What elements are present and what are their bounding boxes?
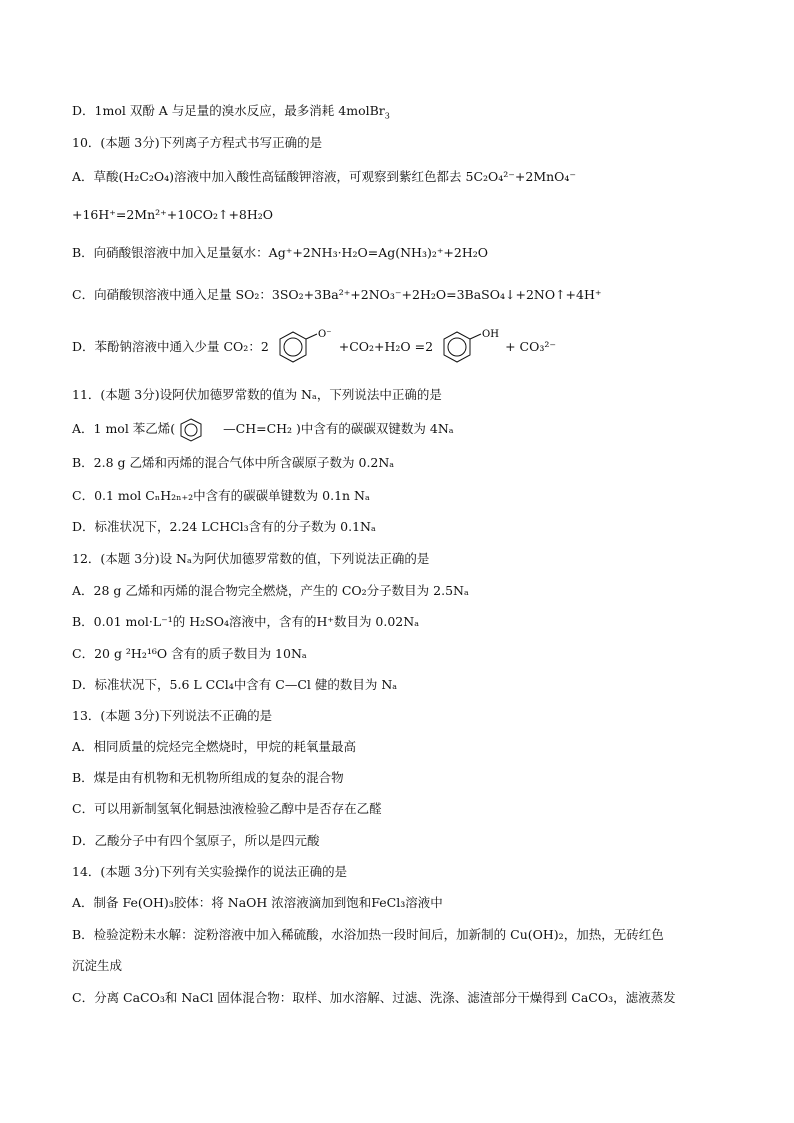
phenol-structure xyxy=(437,328,501,368)
q13-option-d: D．乙酸分子中有四个氢原子，所以是四元酸 xyxy=(72,833,320,848)
q14-option-b: B．检验淀粉未水解：淀粉溶液中加入稀硫酸，水浴加热一段时间后，加新制的 Cu(OH)₂，加热，无砖红色 xyxy=(72,927,664,942)
benzene-ring-structure xyxy=(179,417,219,443)
q10-option-c: C．向硝酸钡溶液中通入足量 SO₂：3SO₂+3Ba²⁺+2NO₃⁻+2H₂O=3BaSO₄↓+2NO↑+4H⁺ xyxy=(72,287,602,302)
q9-option-d: D．1mol 双酚 A 与足量的溴水反应，最多消耗 4molBr$_3$ xyxy=(72,103,390,121)
q11-option-c: C．0.1 mol CₙH₂ₙ₊₂中含有的碳碳单键数为 0.1n Nₐ xyxy=(72,488,370,503)
q11-option-d: D．标准状况下，2.24 LCHCl₃含有的分子数为 0.1Nₐ xyxy=(72,519,376,534)
q11-option-b: B．2.8 g 乙烯和丙烯的混合气体中所含碳原子数为 0.2Nₐ xyxy=(72,455,395,470)
q10-option-d: D．苯酚钠溶液中通入少量 CO₂：2 O⁻ +CO₂+H₂O =2 OH + CO₃²⁻ xyxy=(72,326,754,368)
q10-option-b: B．向硝酸银溶液中加入足量氨水：Ag⁺+2NH₃·H₂O=Ag(NH₃)₂⁺+2H₂O xyxy=(72,245,489,260)
q11-stem: 11．(本题 3分)设阿伏加德罗常数的值为 Nₐ，下列说法中正确的是 xyxy=(72,387,442,402)
q13-option-a: A．相同质量的烷烃完全燃烧时，甲烷的耗氧量最高 xyxy=(72,739,357,754)
phenoxide-structure xyxy=(273,328,335,368)
q14-option-b-cont: 沉淀生成 xyxy=(72,958,123,973)
q10-option-a: A．草酸(H₂C₂O₄)溶液中加入酸性高锰酸钾溶液，可观察到紫红色都去 5C₂O₄²⁻+2MnO₄⁻ xyxy=(72,169,577,184)
q11-option-a: A．1 mol 苯乙烯( —CH=CH₂ )中含有的碳碳双键数为 4Nₐ xyxy=(72,416,754,442)
q14-option-c: C．分离 CaCO₃和 NaCl 固体混合物：取样、加水溶解、过滤、洗涤、滤渣部分干燥得到 CaCO₃，滤液蒸发 xyxy=(72,990,676,1005)
phenol-label: OH xyxy=(482,328,499,340)
phenoxide-label: O⁻ xyxy=(317,328,332,340)
q12-option-a: A．28 g 乙烯和丙烯的混合物完全燃烧，产生的 CO₂分子数目为 2.5Nₐ xyxy=(72,583,469,598)
q14-stem: 14．(本题 3分)下列有关实验操作的说法正确的是 xyxy=(72,864,348,879)
q14-option-a: A．制备 Fe(OH)₃胶体：将 NaOH 浓溶液滴加到饱和FeCl₃溶液中 xyxy=(72,895,443,910)
q13-stem: 13．(本题 3分)下列说法不正确的是 xyxy=(72,708,273,723)
q12-stem: 12．(本题 3分)设 Nₐ为阿伏加德罗常数的值，下列说法正确的是 xyxy=(72,551,430,566)
q12-option-c: C．20 g ²H₂¹⁶O 含有的质子数目为 10Nₐ xyxy=(72,646,307,661)
q13-option-b: B．煤是由有机物和无机物所组成的复杂的混合物 xyxy=(72,770,344,785)
q12-option-d: D．标准状况下，5.6 L CCl₄中含有 C—Cl 健的数目为 Nₐ xyxy=(72,677,398,692)
q10-stem: 10．(本题 3分)下列离子方程式书写正确的是 xyxy=(72,135,323,150)
q12-option-b: B．0.01 mol·L⁻¹的 H₂SO₄溶液中，含有的H⁺数目为 0.02Nₐ xyxy=(72,614,420,629)
q10-option-a-cont: +16H⁺=2Mn²⁺+10CO₂↑+8H₂O xyxy=(72,207,274,222)
q13-option-c: C．可以用新制氢氧化铜悬浊液检验乙醇中是否存在乙醛 xyxy=(72,801,382,816)
